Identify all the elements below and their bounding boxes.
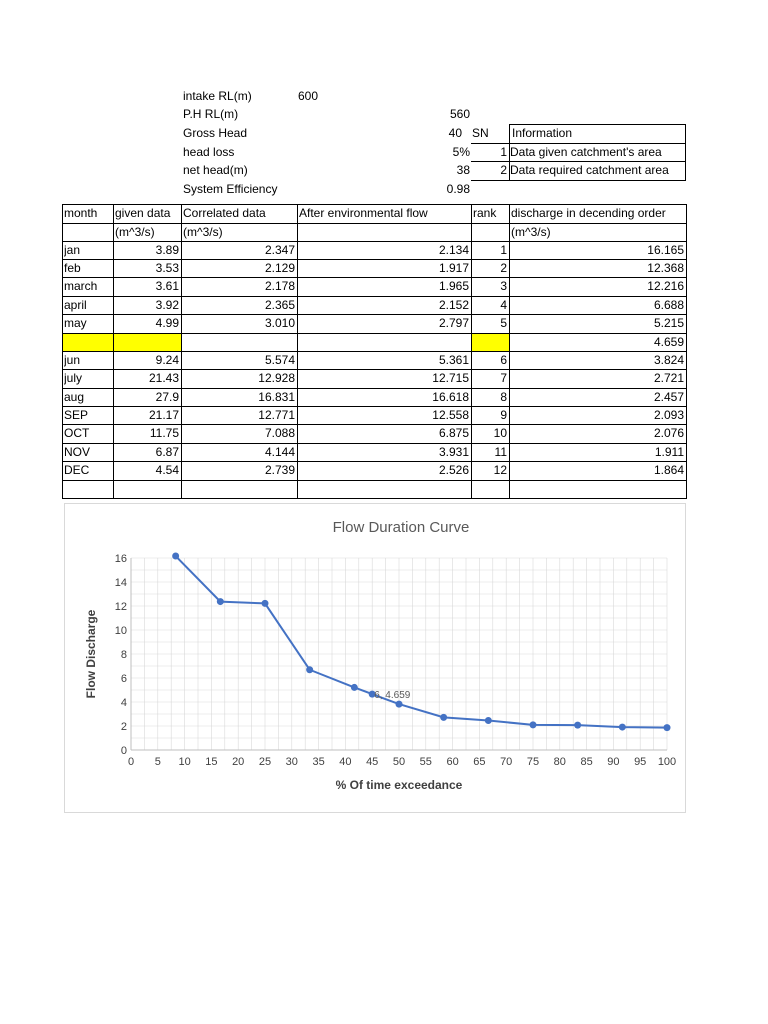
table-cell: 12 [493, 463, 507, 477]
table-cell: 10 [493, 426, 507, 440]
y-tick-label: 4 [120, 697, 127, 709]
table-cell: 1 [500, 243, 507, 257]
data-point [619, 724, 626, 731]
data-point [664, 724, 671, 731]
table-cell: 2.178 [264, 279, 295, 293]
table-cell: 5 [500, 316, 507, 330]
table-cell: 2.721 [653, 371, 684, 385]
param-label: P.H RL(m) [183, 107, 239, 121]
table-cell: jun [64, 353, 81, 367]
table-cell: july [64, 371, 83, 385]
param-value: 38 [456, 163, 470, 177]
table-cell: 2.076 [653, 426, 684, 440]
param-label: head loss [183, 145, 235, 159]
x-tick-label: 40 [339, 756, 352, 768]
column-header: Correlated data [183, 206, 266, 220]
table-cell: 3.61 [155, 279, 179, 293]
highlight-cell [471, 333, 509, 351]
table-cell: jan [64, 243, 81, 257]
x-tick-label: 85 [580, 756, 593, 768]
table-cell: 12.558 [432, 408, 469, 422]
column-header: (m^3/s) [115, 225, 155, 239]
table-cell: 3.53 [155, 261, 179, 275]
table-cell: 9 [500, 408, 507, 422]
table-cell: 4.54 [155, 463, 179, 477]
column-header: rank [473, 206, 497, 220]
col-border [686, 204, 687, 498]
table-cell: 8 [500, 390, 507, 404]
table-cell: 2.797 [438, 316, 469, 330]
table-cell: SEP [64, 408, 89, 422]
table-cell: 12.216 [647, 279, 684, 293]
table-cell: 3.89 [155, 243, 179, 257]
data-label: 6, 4.659 [374, 690, 411, 702]
y-tick-label: 8 [120, 649, 127, 661]
param-value: 0.98 [446, 182, 470, 196]
chart-title: Flow Duration Curve [332, 519, 470, 536]
table-cell: 4.144 [264, 445, 295, 459]
y-tick-label: 6 [120, 673, 127, 685]
col-border [297, 204, 298, 498]
y-tick-label: 0 [120, 745, 127, 757]
param-value: 40 [448, 126, 462, 140]
table-cell: 11.75 [149, 426, 179, 440]
table-cell: 3.931 [438, 445, 469, 459]
column-header: (m^3/s) [511, 225, 551, 239]
table-cell: 1.911 [654, 445, 684, 459]
table-cell: 2.134 [438, 243, 469, 257]
table-cell: 3.824 [653, 353, 684, 367]
col-border [181, 204, 182, 498]
table-cell: 2.093 [653, 408, 684, 422]
param-value: 560 [449, 107, 470, 121]
table-cell: 3 [500, 279, 507, 293]
data-point [262, 600, 269, 607]
data-point [574, 722, 581, 729]
x-tick-label: 10 [178, 756, 191, 768]
table-cell: 4 [500, 298, 507, 312]
table-cell: 6.688 [653, 298, 684, 312]
table-cell: 5.215 [653, 316, 684, 330]
info-text: Data given catchment's area [510, 145, 662, 159]
table-cell: 6.875 [438, 426, 469, 440]
table-cell: 9.24 [155, 353, 179, 367]
table-cell: 5.361 [438, 353, 469, 367]
col-border [113, 204, 114, 498]
x-tick-label: 100 [657, 756, 677, 768]
table-cell: 5.574 [264, 353, 295, 367]
table-cell: 2.526 [438, 463, 469, 477]
x-tick-label: 65 [473, 756, 486, 768]
col-border [509, 204, 510, 498]
data-point [306, 666, 313, 673]
column-header: given data [115, 206, 171, 220]
x-tick-label: 15 [205, 756, 218, 768]
table-cell: OCT [64, 426, 90, 440]
table-cell: 4.659 [653, 335, 684, 349]
row-border [62, 480, 687, 481]
data-point [217, 598, 224, 605]
table-cell: 2 [500, 261, 507, 275]
x-tick-label: 80 [553, 756, 566, 768]
x-tick-label: 45 [366, 756, 379, 768]
table-cell: 16.831 [258, 390, 295, 404]
table-cell: 2.129 [264, 261, 295, 275]
y-tick-label: 2 [120, 721, 127, 733]
table-cell: may [64, 316, 87, 330]
table-cell: 3.92 [155, 298, 179, 312]
y-tick-label: 12 [114, 601, 127, 613]
table-cell: 16.165 [647, 243, 684, 257]
param-value: 5% [452, 145, 470, 159]
table-cell: 2.739 [264, 463, 295, 477]
info-header-information: Information [512, 126, 573, 140]
data-point [440, 714, 447, 721]
x-tick-label: 50 [392, 756, 406, 768]
table-cell: 12.928 [258, 371, 295, 385]
table-cell: 4.99 [155, 316, 179, 330]
info-sn: 2 [500, 163, 507, 177]
param-label: System Efficiency [183, 182, 278, 196]
data-point [351, 684, 358, 691]
x-tick-label: 30 [285, 756, 298, 768]
table-cell: 7.088 [264, 426, 295, 440]
table-cell: 21.43 [148, 371, 179, 385]
table-cell: 12.771 [258, 408, 295, 422]
info-header-sn: SN [472, 126, 489, 140]
data-point [396, 701, 403, 708]
table-cell: 11 [494, 445, 507, 459]
param-value: 600 [298, 89, 319, 103]
x-tick-label: 35 [312, 756, 325, 768]
table-cell: DEC [64, 463, 90, 477]
info-text: Data required catchment area [510, 163, 669, 177]
table-cell: 12.715 [432, 371, 469, 385]
table-cell: 1.965 [438, 279, 469, 293]
x-tick-label: 60 [446, 756, 459, 768]
table-cell: 6.87 [155, 445, 179, 459]
table-cell: march [64, 279, 98, 293]
x-tick-label: 0 [127, 756, 135, 768]
row-border [62, 498, 687, 499]
y-axis-label: Flow Discharge [84, 609, 98, 699]
table-cell: 7 [500, 371, 507, 385]
table-cell: aug [64, 390, 85, 404]
x-tick-label: 95 [634, 756, 647, 768]
table-cell: NOV [64, 445, 91, 459]
param-label: net head(m) [183, 163, 248, 177]
table-cell: 3.010 [264, 316, 295, 330]
x-tick-label: 20 [232, 756, 245, 768]
x-tick-label: 70 [500, 756, 513, 768]
table-cell: 6 [500, 353, 507, 367]
table-cell: 1.917 [438, 261, 469, 275]
data-point [172, 553, 179, 560]
column-header: discharge in decending order [511, 206, 666, 220]
x-tick-label: 75 [526, 756, 540, 768]
chart-svg [65, 504, 685, 812]
table-cell: 12.368 [647, 261, 684, 275]
flow-duration-chart [64, 503, 686, 813]
data-point [485, 717, 492, 724]
table-cell: 2.457 [653, 390, 684, 404]
col-border [471, 204, 472, 498]
table-cell: 2.152 [438, 298, 469, 312]
table-cell: 2.347 [264, 243, 295, 257]
column-header: month [64, 206, 98, 220]
column-header: After environmental flow [299, 206, 428, 220]
table-cell: april [64, 298, 87, 312]
table-cell: 16.618 [432, 390, 469, 404]
x-tick-label: 55 [419, 756, 432, 768]
col-border [62, 204, 63, 498]
data-point [530, 721, 537, 728]
x-tick-label: 5 [154, 756, 161, 768]
y-tick-label: 10 [114, 625, 127, 637]
x-tick-label: 90 [607, 756, 620, 768]
info-sn: 1 [500, 145, 507, 159]
y-tick-label: 14 [114, 577, 127, 589]
table-cell: 27.9 [155, 390, 179, 404]
y-tick-label: 16 [114, 553, 127, 565]
param-label: intake RL(m) [183, 89, 252, 103]
x-axis-label: % Of time exceedance [335, 778, 463, 792]
x-tick-label: 25 [258, 756, 272, 768]
highlight-cell [62, 333, 181, 351]
table-cell: feb [64, 261, 81, 275]
column-header: (m^3/s) [183, 225, 223, 239]
table-cell: 2.365 [264, 298, 295, 312]
param-label: Gross Head [183, 126, 248, 140]
table-cell: 21.17 [148, 408, 179, 422]
table-cell: 1.864 [653, 463, 684, 477]
